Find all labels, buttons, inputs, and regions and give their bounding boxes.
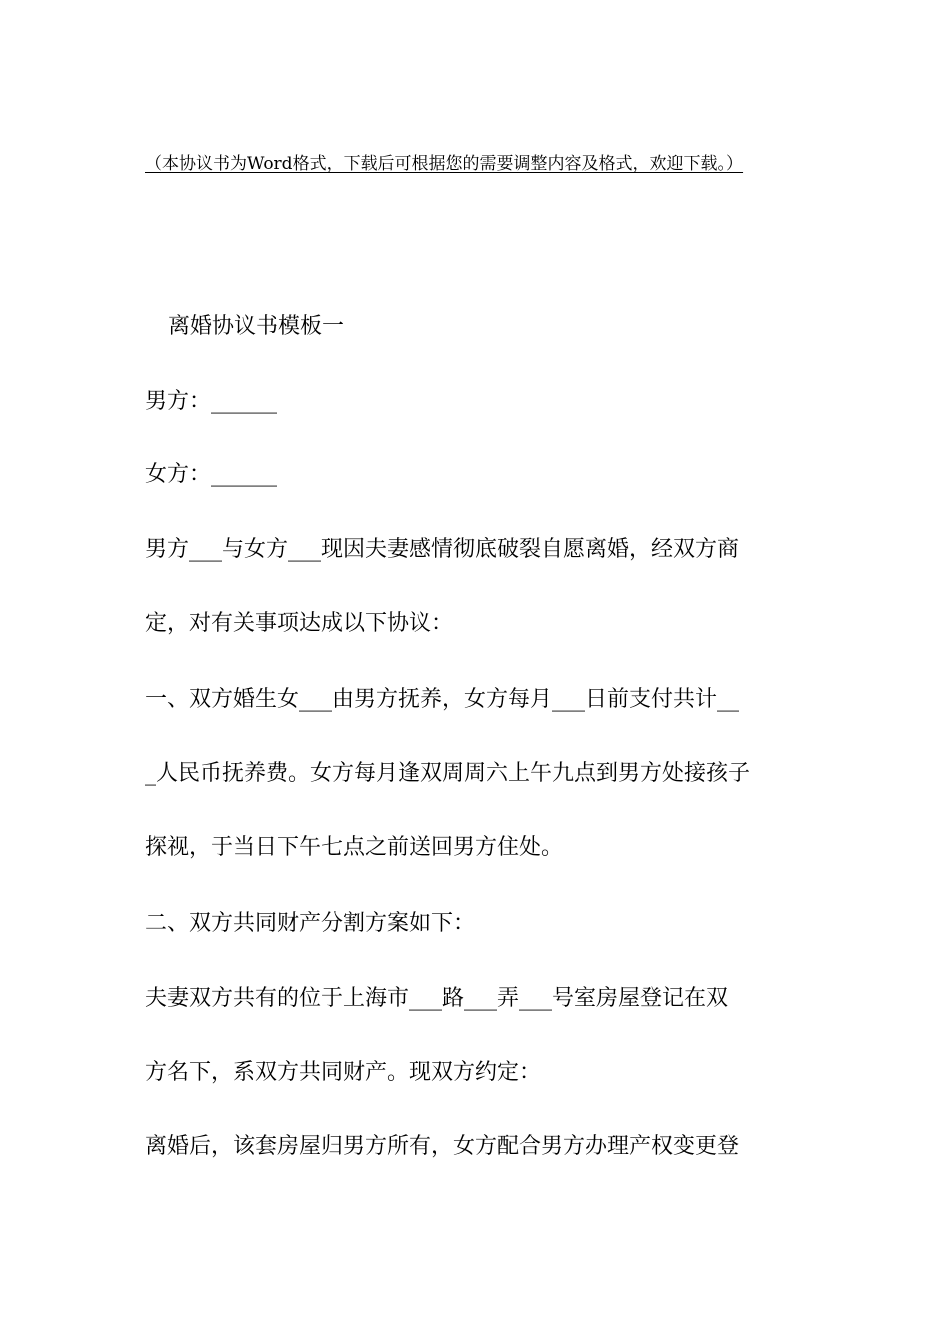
paragraph-line: 男方___与女方___现因夫妻感情彻底破裂自愿离婚，经双方商 [145, 537, 740, 562]
female-party-line: 女方：______ [145, 462, 278, 487]
paragraph-line: 探视，于当日下午七点之前送回男方住处。 [145, 835, 564, 860]
paragraph-line: 夫妻双方共有的位于上海市___路___弄___号室房屋登记在双 [145, 986, 729, 1011]
paragraph-line: _人民币抚养费。女方每月逢双周周六上午九点到男方处接孩子 [145, 761, 751, 786]
paragraph-line: 方名下，系双方共同财产。现双方约定： [145, 1060, 542, 1085]
format-note: （本协议书为Word格式，下载后可根据您的需要调整内容及格式，欢迎下载。） [145, 154, 744, 174]
paragraph-line: 一、双方婚生女___由男方抚养，女方每月___日前支付共计__ [145, 687, 740, 712]
section-heading: 二、双方共同财产分割方案如下： [145, 911, 476, 936]
male-party-line: 男方：______ [145, 389, 278, 414]
paragraph-line: 定，对有关事项达成以下协议： [145, 611, 454, 636]
document-title: 离婚协议书模板一 [168, 314, 345, 339]
paragraph-line: 离婚后，该套房屋归男方所有，女方配合男方办理产权变更登 [145, 1134, 740, 1159]
